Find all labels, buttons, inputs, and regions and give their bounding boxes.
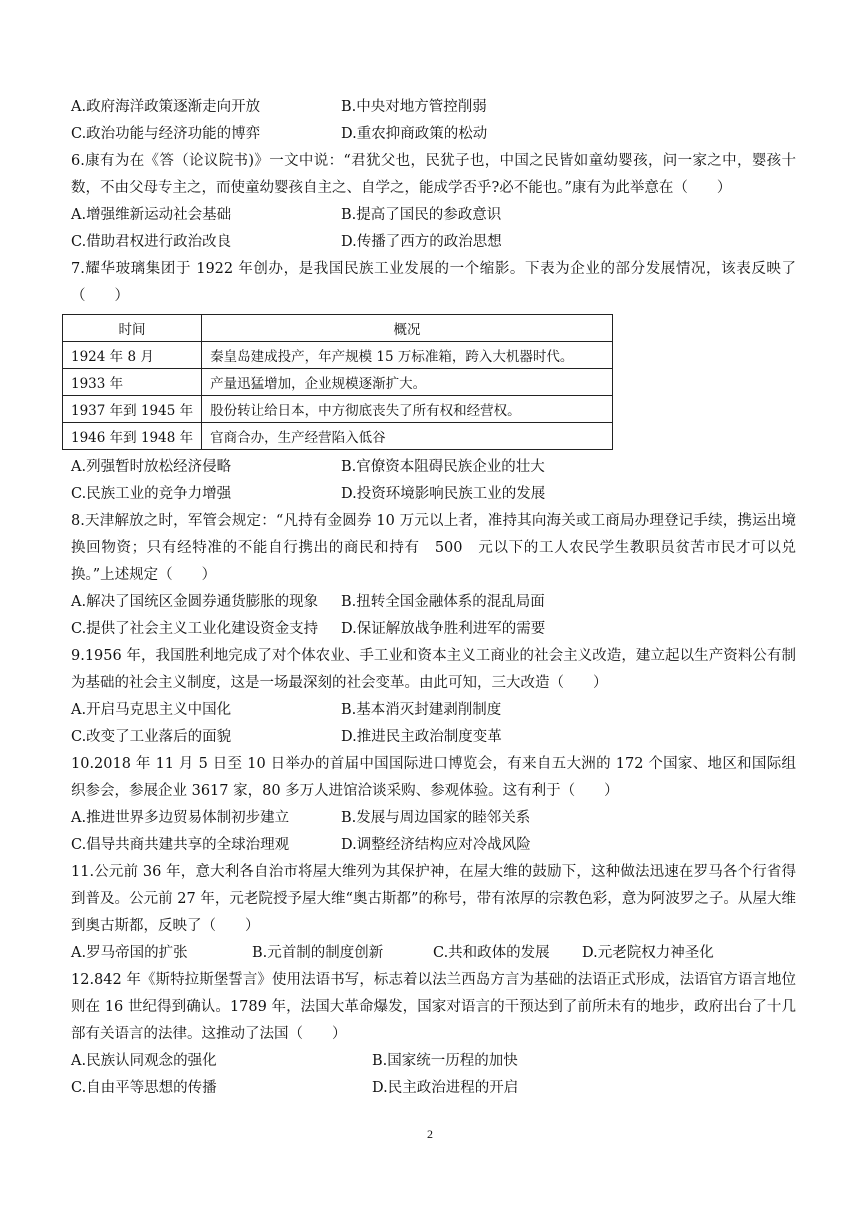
exam-page [71,94,796,1102]
question-stem: 10.2018 年 11 月 5 日至 10 日举办的首届中国国际进口博览会，有来自五大洲的 172 个国家、地区和国际组织参会，参展企业 3617 家，80 多万人进馆洽谈采购、参观体验。这有利于（ ） [71,756,796,799]
table-cell-overview: 股份转让给日本，中方彻底丧失了所有权和经营权。 [202,396,613,423]
option-c[interactable]: C.民族工业的竞争力增强 [71,486,232,502]
question-stem: 6.康有为在《答（论议院书)》一文中说：“君犹父也，民犹子也，中国之民皆如童幼婴孩，问一家之中，婴孩十数，不由父母专主之，而使童幼婴孩自主之、自学之，能成学否乎?必不能也。”康有为此举意在（ ） [71,153,796,196]
table-header-row [63,315,613,342]
option-d[interactable]: D.重农抑商政策的松动 [341,126,488,142]
question-stem: 9.1956 年，我国胜利地完成了对个体农业、手工业和资本主义工商业的社会主义改造，建立起以生产资料公有制为基础的社会主义制度，这是一场最深刻的社会变革。由此可知，三大改造（ ） [71,648,796,691]
table-cell-overview: 官商合办，生产经营陷入低谷 [202,423,613,450]
option-c[interactable]: C.借助君权进行政治改良 [71,234,232,250]
option-a[interactable]: A.开启马克思主义中国化 [71,702,232,718]
option-b[interactable]: B.中央对地方管控削弱 [341,99,487,115]
option-a[interactable]: A.政府海洋政策逐渐走向开放 [71,99,261,115]
question-8 [71,508,796,643]
question-stem: 12.842 年《斯特拉斯堡誓言》使用法语书写，标志着以法兰西岛方言为基础的法语正式形成，法语官方语言地位则在 16 世纪得到确认。1789 年，法国大革命爆发，国家对语言的干预达到了前所未有的地步，政府出台了十几部有关语言的法律。这推动了法国（ ） [71,972,796,1042]
option-b[interactable]: B.基本消灭封建剥削制度 [341,702,502,718]
option-c[interactable]: C.改变了工业落后的面貌 [71,729,232,745]
option-d[interactable]: D.投资环境影响民族工业的发展 [341,486,546,502]
option-d[interactable]: D.元老院权力神圣化 [582,945,714,961]
question-7 [71,256,796,508]
table-cell-overview: 产量迅猛增加，企业规模逐渐扩大。 [202,369,613,396]
question-11 [71,859,796,967]
table-header-overview: 概况 [202,315,613,342]
option-b[interactable]: B.国家统一历程的加快 [372,1053,518,1069]
option-c[interactable]: C.政治功能与经济功能的博弈 [71,126,261,142]
question-6 [71,148,796,256]
table-cell-time: 1937 年到 1945 年 [63,396,202,423]
option-b[interactable]: B.发展与周边国家的睦邻关系 [341,810,531,826]
table-row [63,396,613,423]
option-b[interactable]: B.元首制的制度创新 [252,945,384,961]
option-c[interactable]: C.共和政体的发展 [433,945,550,961]
question-stem: 11.公元前 36 年，意大利各自治市将屋大维列为其保护神，在屋大维的鼓励下，这种做法迅速在罗马各个行省得到普及。公元前 27 年，元老院授予屋大维“奥古斯都”的称号，带有浓厚的宗教色彩，意为阿波罗之子。从屋大维到奥古斯都，反映了（ ） [71,864,796,934]
table-row [63,369,613,396]
option-a[interactable]: A.增强维新运动社会基础 [71,207,232,223]
question-stem: 8.天津解放之时，军管会规定：“凡持有金圆券 10 万元以上者，准持其向海关或工商局办理登记手续，携运出境换回物资；只有经特准的不能自行携出的商民和持有 500 元以下的工人农民学生教职员贫苦市民才可以兑换。”上述规定（ ） [71,513,796,583]
option-a[interactable]: A.民族认同观念的强化 [71,1053,217,1069]
question-5-options [71,94,796,148]
option-b[interactable]: B.官僚资本阻碍民族企业的壮大 [341,459,545,475]
option-a[interactable]: A.列强暂时放松经济侵略 [71,459,232,475]
table-header-time: 时间 [63,315,202,342]
option-d[interactable]: D.传播了西方的政治思想 [341,234,502,250]
option-c[interactable]: C.提供了社会主义工业化建设资金支持 [71,621,319,637]
table-cell-time: 1946 年到 1948 年 [63,423,202,450]
table-cell-time: 1924 年 8 月 [63,342,202,369]
option-c[interactable]: C.自由平等思想的传播 [71,1080,217,1096]
question-9 [71,643,796,751]
question-10 [71,751,796,859]
question-12 [71,967,796,1102]
option-b[interactable]: B.提高了国民的参政意识 [341,207,502,223]
option-d[interactable]: D.民主政治进程的开启 [372,1080,519,1096]
table-cell-time: 1933 年 [63,369,202,396]
option-c[interactable]: C.倡导共商共建共享的全球治理观 [71,837,290,853]
option-a[interactable]: A.罗马帝国的扩张 [71,945,188,961]
enterprise-history-table [62,314,613,450]
option-d[interactable]: D.保证解放战争胜利进军的需要 [341,621,546,637]
option-d[interactable]: D.推进民主政治制度变革 [341,729,502,745]
option-a[interactable]: A.解决了国统区金圆券通货膨胀的现象 [71,594,319,610]
table-row [63,423,613,450]
option-a[interactable]: A.推进世界多边贸易体制初步建立 [71,810,290,826]
page-number: 2 [427,1127,433,1141]
question-stem: 7.耀华玻璃集团于 1922 年创办，是我国民族工业发展的一个缩影。下表为企业的部分发展情况，该表反映了（ ） [71,261,796,304]
table-cell-overview: 秦皇岛建成投产，年产规模 15 万标准箱，跨入大机器时代。 [202,342,613,369]
table-row [63,342,613,369]
option-d[interactable]: D.调整经济结构应对冷战风险 [341,837,531,853]
option-b[interactable]: B.扭转全国金融体系的混乱局面 [341,594,545,610]
